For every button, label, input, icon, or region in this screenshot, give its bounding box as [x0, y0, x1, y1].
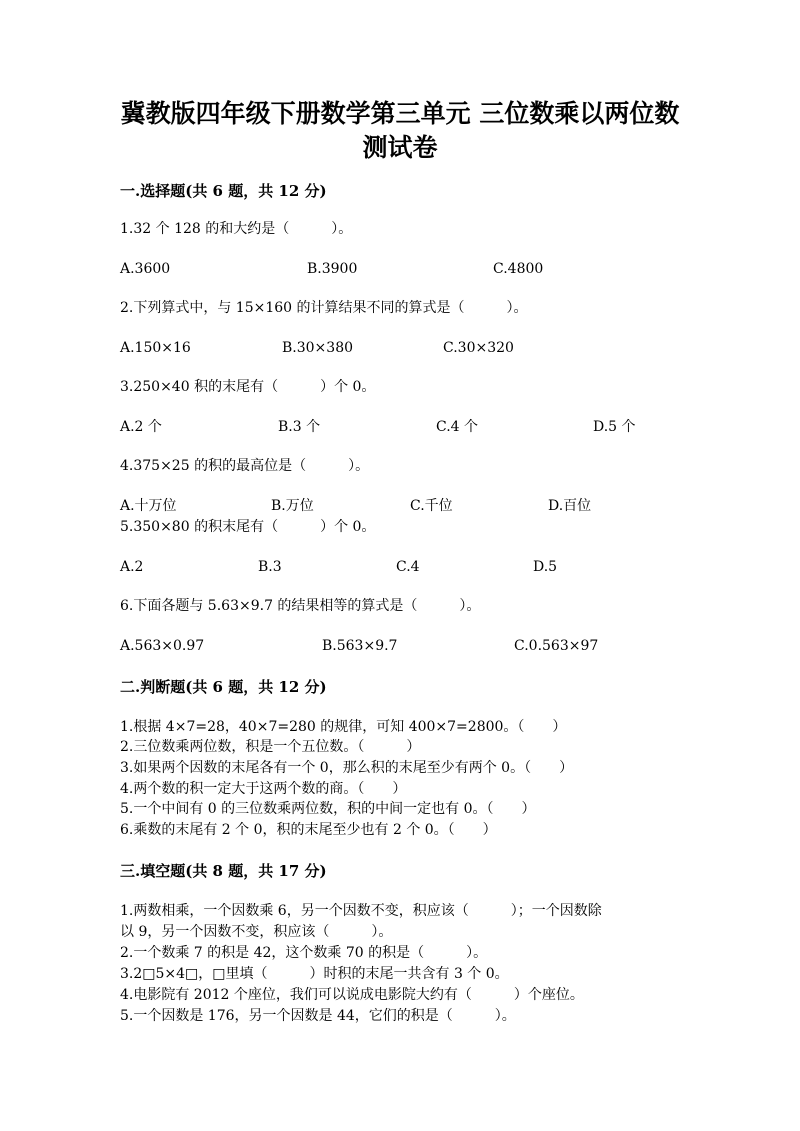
q5-option-c: C.4 — [396, 559, 420, 575]
fill-item-1b: 以 9，另一个因数不变，积应该（ ）。 — [120, 924, 393, 940]
question-1: 1.32 个 128 的和大约是（ ）。 — [120, 221, 353, 237]
q6-option-a: A.563×0.97 — [120, 638, 205, 654]
q3-option-c: C.4 个 — [436, 419, 479, 435]
q4-option-a: A.十万位 — [120, 498, 177, 514]
q6-option-c: C.0.563×97 — [514, 638, 599, 654]
fill-item-4: 4.电影院有 2012 个座位，我们可以说成电影院大约有（ ）个座位。 — [120, 987, 584, 1003]
q3-option-d: D.5 个 — [593, 419, 636, 435]
q4-option-d: D.百位 — [548, 498, 592, 514]
page-title-line2: 测试卷 — [362, 133, 438, 162]
question-4: 4.375×25 的积的最高位是（ ）。 — [120, 458, 370, 474]
q2-option-c: C.30×320 — [443, 340, 514, 356]
fill-item-2: 2.一个数乘 7 的积是 42，这个数乘 70 的积是（ ）。 — [120, 945, 488, 961]
q6-option-b: B.563×9.7 — [322, 638, 398, 654]
fill-item-3: 3.2□5×4□，□里填（ ）时积的末尾一共含有 3 个 0。 — [120, 966, 509, 982]
fill-item-1a: 1.两数相乘，一个因数乘 6，另一个因数不变，积应该（ ）；一个因数除 — [120, 903, 602, 919]
judge-item-1: 1.根据 4×7=28，40×7=280 的规律，可知 400×7=2800。（ ） — [120, 719, 567, 735]
q2-option-b: B.30×380 — [282, 340, 354, 356]
section2-heading: 二.判断题(共 6 题，共 12 分) — [120, 678, 327, 696]
question-6: 6.下面各题与 5.63×9.7 的结果相等的算式是（ ）。 — [120, 598, 481, 614]
question-3: 3.250×40 积的末尾有（ ）个 0。 — [120, 379, 376, 395]
page-title-line1: 冀教版四年级下册数学第三单元 三位数乘以两位数 — [120, 99, 680, 128]
judge-item-5: 5.一个中间有 0 的三位数乘两位数，积的中间一定也有 0。（ ） — [120, 801, 536, 817]
q5-option-a: A.2 — [120, 559, 144, 575]
judge-item-3: 3.如果两个因数的末尾各有一个 0，那么积的末尾至少有两个 0。（ ） — [120, 760, 574, 776]
q4-option-c: C.千位 — [410, 498, 453, 514]
q5-option-d: D.5 — [533, 559, 558, 575]
fill-item-5: 5.一个因数是 176，另一个因数是 44，它们的积是（ ）。 — [120, 1008, 516, 1024]
question-2: 2.下列算式中，与 15×160 的计算结果不同的算式是（ ）。 — [120, 300, 528, 316]
q1-option-c: C.4800 — [493, 261, 544, 277]
judge-item-4: 4.两个数的积一定大于这两个数的商。（ ） — [120, 781, 407, 797]
q4-option-b: B.万位 — [271, 498, 314, 514]
q1-option-b: B.3900 — [307, 261, 358, 277]
section3-heading: 三.填空题(共 8 题，共 17 分) — [120, 862, 327, 880]
q5-option-b: B.3 — [258, 559, 282, 575]
q2-option-a: A.150×16 — [120, 340, 191, 356]
section1-heading: 一.选择题(共 6 题，共 12 分) — [120, 182, 327, 200]
question-5: 5.350×80 的积末尾有（ ）个 0。 — [120, 519, 376, 535]
judge-item-6: 6.乘数的末尾有 2 个 0，积的末尾至少也有 2 个 0。（ ） — [120, 822, 497, 838]
q3-option-a: A.2 个 — [120, 419, 162, 435]
q1-option-a: A.3600 — [120, 261, 171, 277]
judge-item-2: 2.三位数乘两位数，积是一个五位数。（ ） — [120, 739, 421, 755]
q3-option-b: B.3 个 — [278, 419, 321, 435]
